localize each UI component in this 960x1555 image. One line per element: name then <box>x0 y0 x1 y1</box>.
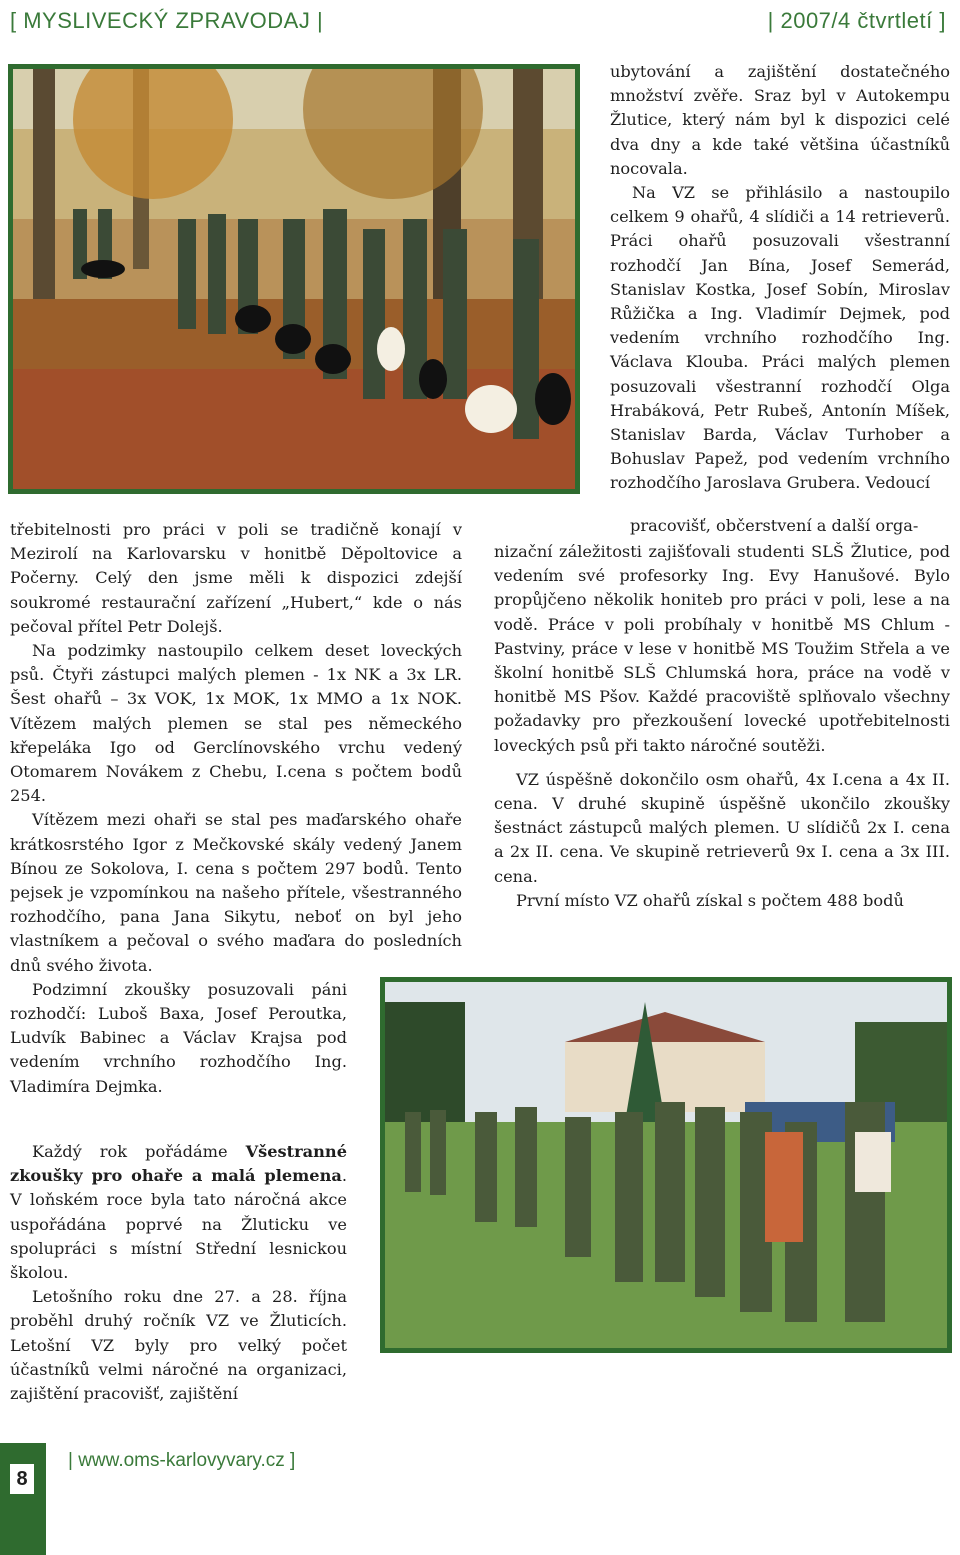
paragraph: Letošního roku dne 27. a 28. října proběhl druhý ročník VZ ve Žluticích. Letošní VZ byly pro velký počet účastníků velmi náročné na organizaci, zajištění pracovišť, zajištění <box>10 1287 347 1404</box>
paragraph <box>10 1140 347 1285</box>
footer-url: | www.oms-karlovyvary.cz ] <box>68 1450 296 1471</box>
paragraph-wrap-line: pracovišť, občerstvení a další orga- <box>630 516 919 535</box>
paragraph: ubytování a zajištění dostatečného množství zvěře. Sraz byl v Autokempu Žlutice, který nám byl k dispozici celé dva dny a kde také většina účastníků nocovala. <box>610 62 950 178</box>
paragraph: Na VZ se přihlásilo a nastoupilo celkem 9 ohařů, 4 slídiči a 14 retrieverů. Práci ohařů posuzovali všestranní rozhodčí Jan Bína, Josef Semerád, Stanislav Kostka, Josef Sobín, Miroslav Růžička a Ing. Vladimír Dejmek, pod vedením vrchního rozhodčího Ing. Václava Klouba. Práci malých plemen posuzovali všestranní rozhodčí Olga Hrabáková, Petr Rubeš, Antonín Míšek, Stanislav Barda, Václav Turhober a Bohuslav Papež, pod vedením vrchního rozhodčího Jaroslava Grubera. Vedoucí <box>610 183 950 493</box>
paragraph: VZ úspěšně dokončilo osm ohařů, 4x I.cena a 4x II. cena. V druhé skupině úspěšně ukončilo zkoušky šestnáct zástupců malých plemen. U slídičů 2x I. cena a 2x II. cena. Ve skupině retrieverů 9x I. cena a 3x III. cena. <box>494 769 950 886</box>
text-run: . V loňském roce byla tato náročná akce uspořádána poprvé na Žluticku ve spolupráci s místní Střední lesnickou školou. <box>10 1166 347 1283</box>
header-title: [ MYSLIVECKÝ ZPRAVODAJ | <box>10 8 324 33</box>
page-number-bar <box>0 1443 46 1555</box>
paragraph: Vítězem mezi ohaři se stal pes maďarského ohaře krátkosrstého Igor z Mečkovské skály vedený Janem Bínou ze Sokolova, I. cena s počtem 297 bodů. Tento pejsek je vzpomínkou na našeho přítele, všestranného rozhodčího, pana Jana Sikytu, neboť on byl jeho vlastníkem a pečoval o svého maďara do posledních dnů svého života. <box>10 810 462 975</box>
article-left-bottom <box>10 1140 347 1406</box>
paragraph: nizační záležitosti zajišťovali studenti SLŠ Žlutice, pod vedením své profesorky Ing. Evy Hanušové. Bylo propůjčeno několik honiteb pro práci v poli, lese a na vodě. Práce v poli probíhaly v honitbě MS Chlum - Pastviny, práce v lese v honitbě MS Toužim Střela a ve školní honitbě SLŠ Chlumská hora, práce na vodě v honitbě MS Pšov. Každé pracoviště splňovalo všechny požadavky pro přezkoušení lovecké upotřebitelnosti loveckých psů při takto náročné soutěži. <box>494 542 950 755</box>
photo-hunters-group <box>380 977 952 1353</box>
paragraph: Na podzimky nastoupilo celkem deset loveckých psů. Čtyři zástupci malých plemen - 1x NK a 3x LR. Šest ohařů – 3x VOK, 1x MOK, 1x MMO a 1x NOK. Vítězem malých plemen se stal pes německého křepeláka Igo od Gerclínovského vrchu vedený Otomarem Novákem z Chebu, I.cena s počtem bodů 254. <box>10 641 462 806</box>
photo-hunters-dogs-autumn <box>8 64 580 494</box>
page-number: 8 <box>10 1464 34 1494</box>
paragraph: První místo VZ ohařů získal s počtem 488 bodů <box>516 890 904 910</box>
paragraph: třebitelnosti pro práci v poli se tradičně konají v Mezirolí na Karlovarsku v honitbě Děpoltovice a Počerny. Celý den jsme měli k dispozici zdejší soukromé restaurační zařízení „Hubert,“ kde o nás pečoval přítel Petr Dolejš. <box>10 520 462 636</box>
article-right-mid <box>494 540 950 913</box>
article-right-top <box>610 60 950 496</box>
paragraph: Podzimní zkoušky posuzovali páni rozhodčí: Luboš Baxa, Josef Peroutka, Ludvík Babinec a Václav Krajsa pod vedením vrchního rozhodčího Ing. Vladimíra Dejmka. <box>10 979 347 1096</box>
text-run: Každý rok pořádáme <box>32 1142 246 1161</box>
emphasis-title: Všestranné zkoušky pro ohaře a malá plemena <box>10 1142 347 1186</box>
header-issue: | 2007/4 čtvrtletí ] <box>767 8 946 33</box>
